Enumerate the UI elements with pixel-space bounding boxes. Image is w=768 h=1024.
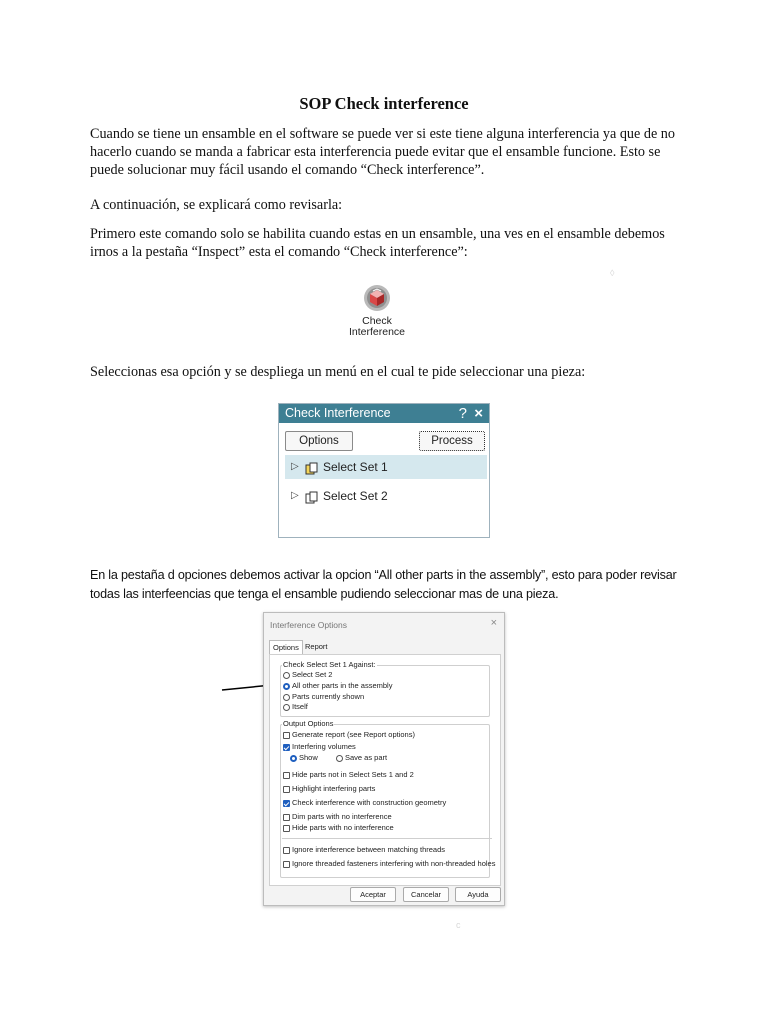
help-icon[interactable]: ? (458, 405, 467, 422)
checkbox-ignore-threads[interactable] (283, 845, 445, 855)
radio-show[interactable] (290, 753, 318, 763)
radio-label: Itself (292, 702, 308, 711)
checkbox-label: Ignore threaded fasteners interfering with non-threaded holes (292, 859, 496, 868)
accept-button[interactable]: Aceptar (350, 887, 396, 902)
panel-header (279, 404, 489, 423)
faint-artifact: ◊ (610, 268, 615, 278)
radio-label: Select Set 2 (292, 670, 333, 679)
instruction-paragraph: A continuación, se explicará como revisarla: (90, 197, 343, 213)
radio-itself[interactable] (283, 702, 308, 712)
radio-label: Save as part (345, 753, 388, 762)
close-icon[interactable]: × (474, 405, 483, 422)
checkbox-icon[interactable] (283, 786, 290, 793)
faint-artifact: c (456, 920, 461, 930)
checkbox-icon[interactable] (283, 861, 290, 868)
checkbox-label: Hide parts not in Select Sets 1 and 2 (292, 770, 414, 779)
checkbox-icon[interactable] (283, 732, 290, 739)
checkbox-label: Interfering volumes (292, 742, 356, 751)
menu-paragraph: Seleccionas esa opción y se despliega un menú en el cual te pide seleccionar una pieza: (90, 364, 586, 380)
process-button[interactable]: Process (419, 431, 485, 451)
radio-icon[interactable] (283, 704, 290, 711)
checkbox-highlight[interactable] (283, 784, 375, 794)
checkbox-generate-report[interactable] (283, 730, 415, 740)
options-tab-paragraph: En la pestaña d opciones debemos activar la opcion “All other parts in the assembly”, esto para poder revisar todas las interfeencias que tenga el ensamble pudiendo seleccionar mas de una pieza. (90, 568, 677, 601)
checkbox-hide-no-interference[interactable] (283, 823, 394, 833)
panel-title: Check Interference (285, 406, 391, 420)
interference-options-dialog (263, 612, 505, 906)
checkbox-label: Check interference with construction geometry (292, 798, 447, 807)
checkbox-checked-icon[interactable] (283, 744, 290, 751)
radio-label: All other parts in the assembly (292, 681, 393, 690)
inspect-tab-paragraph: Primero este comando solo se habilita cuando estas en un ensamble, una ves en el ensamble debemos irnos a la pestaña “Inspect” esta el comando “Check interference”: (90, 226, 665, 260)
radio-parts-shown[interactable] (283, 692, 364, 702)
select-set-1-label: Select Set 1 (323, 460, 388, 474)
select-set-2-label: Select Set 2 (323, 489, 388, 503)
part-set-icon (305, 460, 319, 484)
part-set-icon (305, 489, 319, 513)
tab-report[interactable]: Report (305, 642, 328, 651)
select-set-1-row[interactable] (285, 455, 487, 479)
ribbon-label-line2: Interference (348, 326, 406, 338)
help-button[interactable]: Ayuda (455, 887, 501, 902)
checkbox-label: Dim parts with no interference (292, 812, 392, 821)
select-set-2-row[interactable] (285, 484, 487, 508)
check-interference-panel (278, 403, 490, 538)
checkbox-interfering-volumes[interactable] (283, 742, 356, 752)
intro-paragraph: Cuando se tiene un ensamble en el software se puede ver si este tiene alguna interferencia ya que de no hacerlo cuando se manda a fabricar esta interferencia puede evitar que el ensamble funcione. Esto se puede solucionar muy fácil usando el comando “Check interference”. (90, 126, 675, 178)
close-icon[interactable]: × (490, 617, 497, 629)
checkbox-label: Ignore interference between matching threads (292, 845, 446, 854)
checkbox-label: Hide parts with no interference (292, 823, 394, 832)
checkbox-icon[interactable] (283, 772, 290, 779)
radio-label: Parts currently shown (292, 692, 365, 701)
checkbox-construction-geometry[interactable] (283, 798, 446, 808)
document-title: SOP Check interference (299, 94, 469, 113)
ribbon-label-line1: Check (362, 315, 392, 327)
dialog-title: Interference Options (270, 620, 348, 630)
options-button[interactable]: Options (285, 431, 353, 451)
check-interference-ribbon-button (345, 281, 409, 351)
radio-label: Show (299, 753, 318, 762)
checkbox-dim-parts[interactable] (283, 812, 392, 822)
radio-selected-icon[interactable] (290, 755, 297, 762)
tab-options[interactable]: Options (269, 640, 303, 654)
radio-save-as-part[interactable] (336, 753, 387, 763)
checkbox-icon[interactable] (283, 814, 290, 821)
checkbox-checked-icon[interactable] (283, 800, 290, 807)
checkbox-icon[interactable] (283, 847, 290, 854)
radio-icon[interactable] (336, 755, 343, 762)
checkbox-label: Highlight interfering parts (292, 784, 376, 793)
checkbox-label: Generate report (see Report options) (292, 730, 415, 739)
radio-select-set-2[interactable] (283, 670, 332, 680)
checkbox-icon[interactable] (283, 825, 290, 832)
radio-selected-icon[interactable] (283, 683, 290, 690)
radio-all-other-parts[interactable] (283, 681, 392, 691)
check-interference-icon (361, 281, 393, 313)
radio-icon[interactable] (283, 672, 290, 679)
checkbox-hide-parts[interactable] (283, 770, 414, 780)
cancel-button[interactable]: Cancelar (403, 887, 449, 902)
expand-triangle-icon[interactable]: ▷ (291, 490, 299, 501)
check-against-label: Check Select Set 1 Against: (283, 660, 376, 669)
expand-triangle-icon[interactable]: ▷ (291, 461, 299, 472)
output-options-label: Output Options (283, 719, 334, 728)
options-pane (269, 654, 501, 886)
divider (282, 838, 492, 839)
radio-icon[interactable] (283, 694, 290, 701)
checkbox-ignore-fasteners[interactable] (283, 859, 495, 869)
